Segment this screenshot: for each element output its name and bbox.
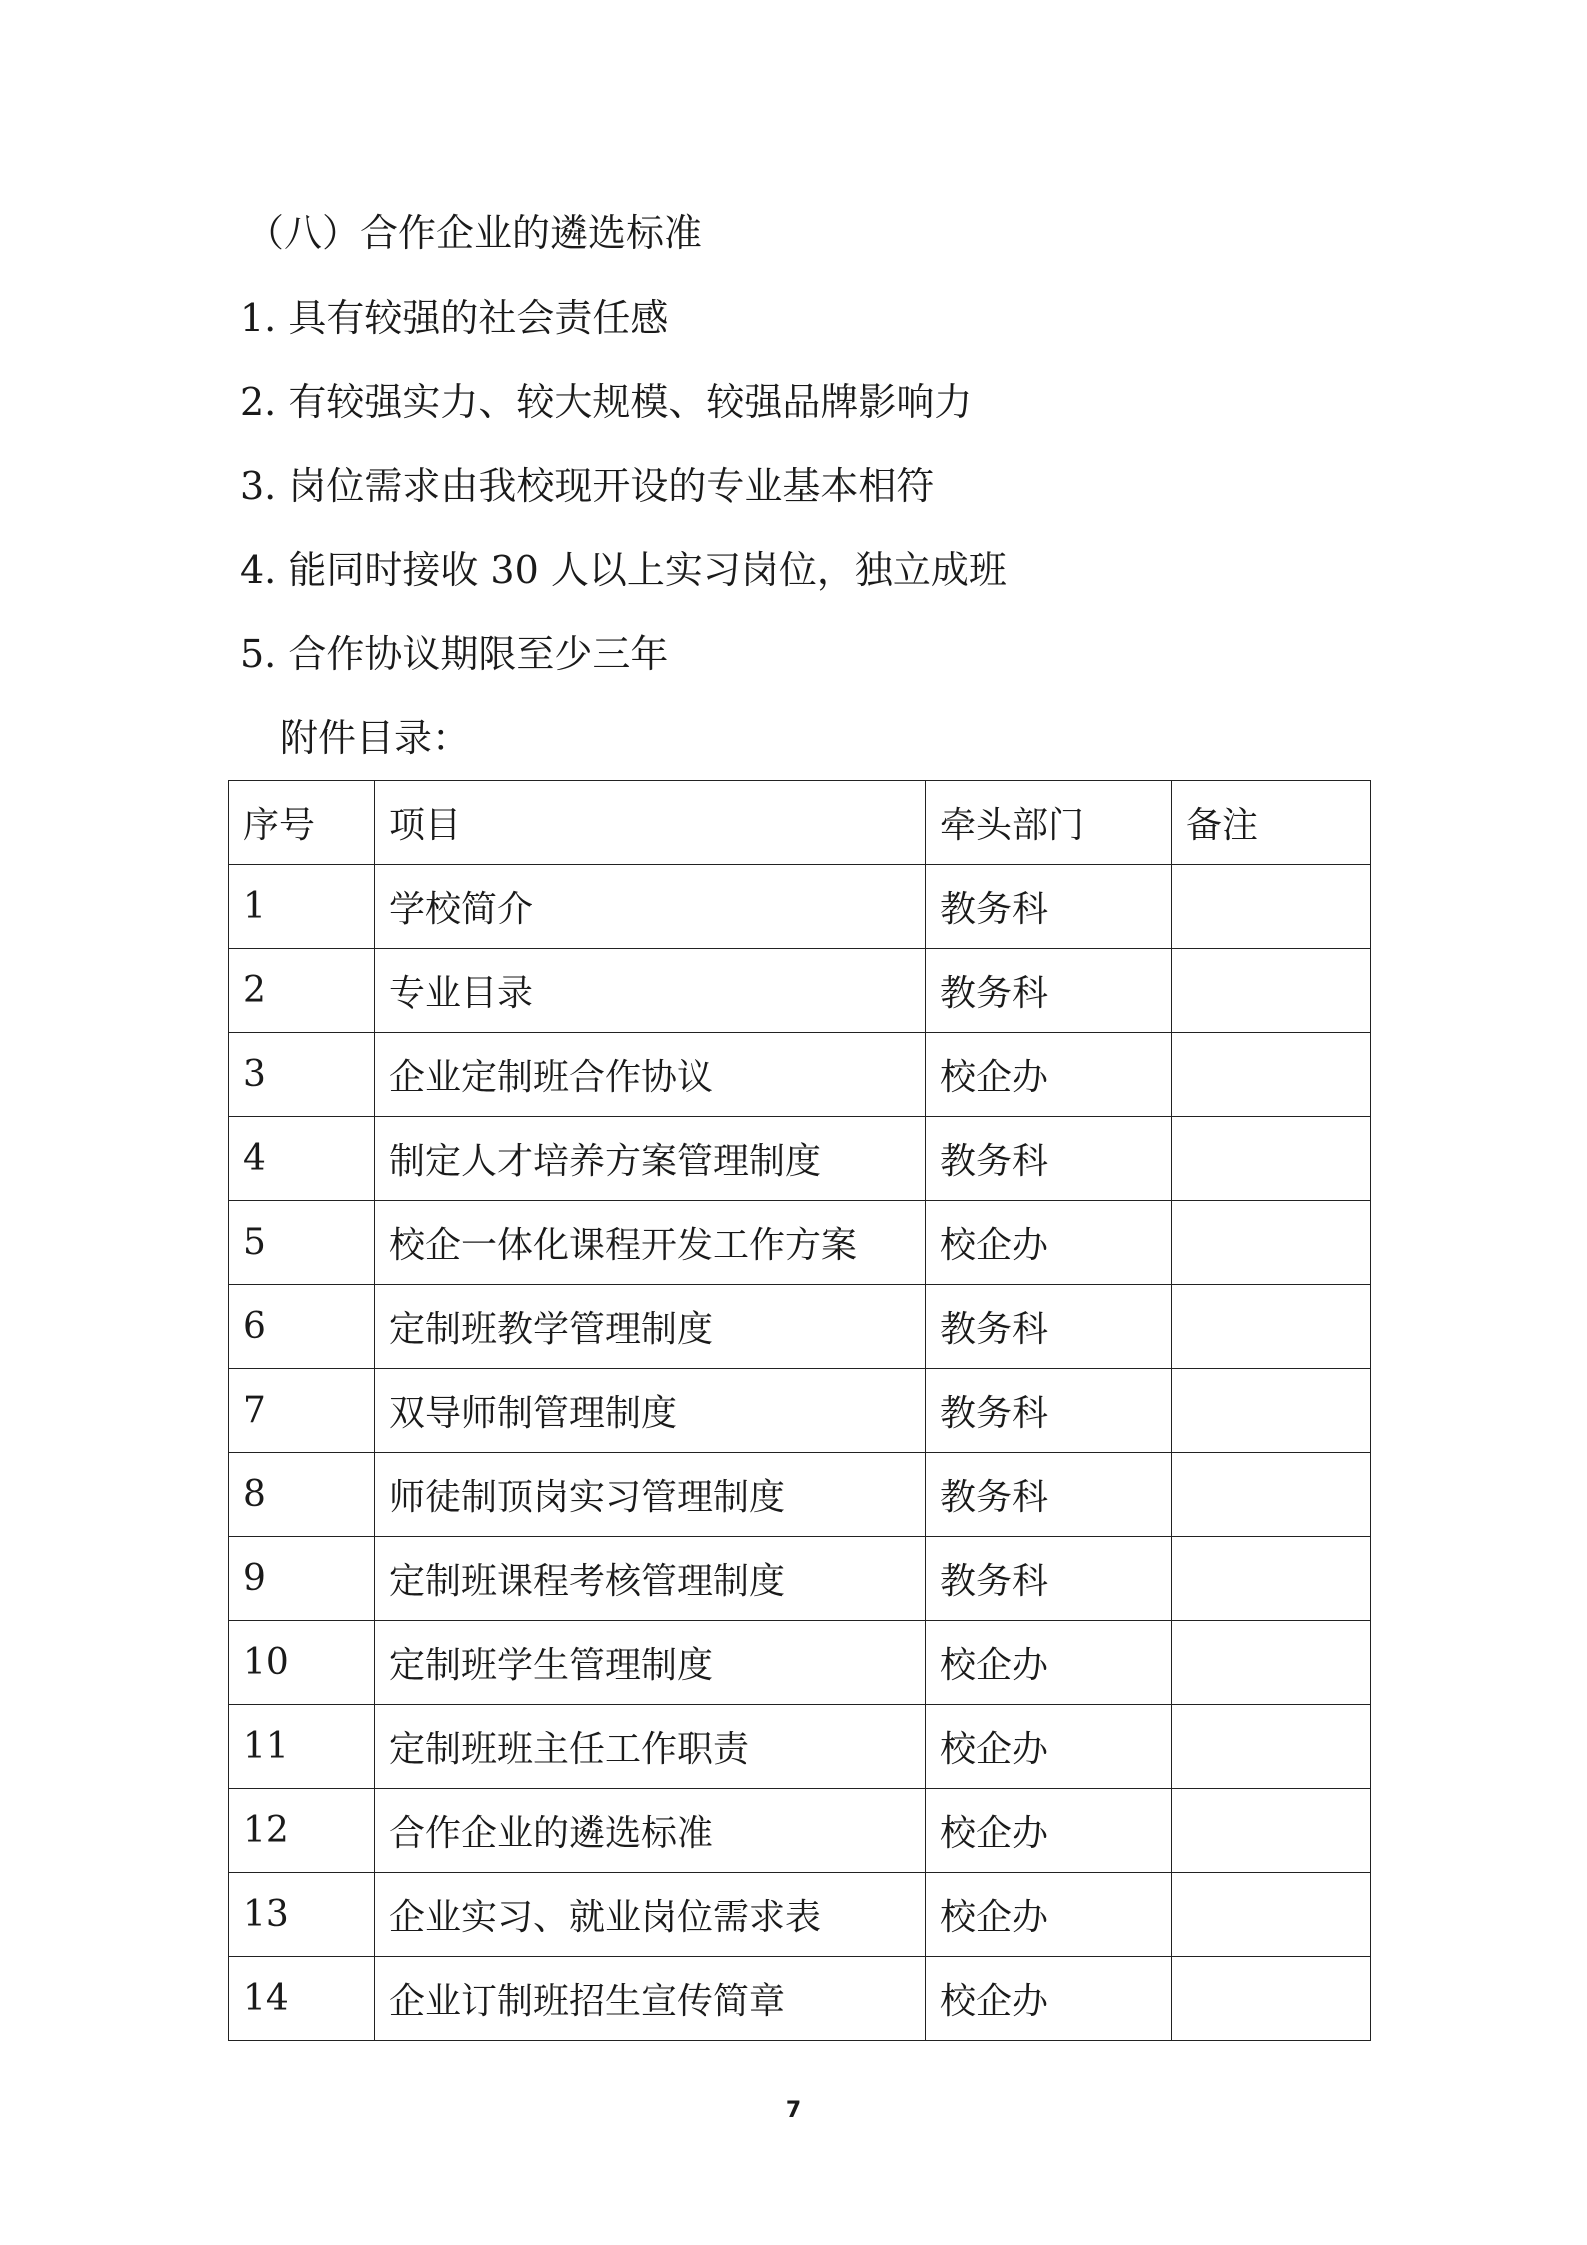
cell-number: 9	[229, 1537, 375, 1621]
table-row	[229, 865, 1371, 949]
cell-department: 校企办	[926, 1789, 1172, 1873]
criteria-item: 3. 岗位需求由我校现开设的专业基本相符	[240, 464, 935, 508]
cell-remarks	[1172, 1453, 1371, 1537]
annex-table	[228, 780, 1371, 2041]
cell-number: 3	[229, 1033, 375, 1117]
cell-department: 校企办	[926, 1705, 1172, 1789]
cell-department: 校企办	[926, 1621, 1172, 1705]
cell-item: 师徒制顶岗实习管理制度	[375, 1453, 926, 1537]
page-number: 7	[785, 2098, 802, 2123]
cell-item: 定制班学生管理制度	[375, 1621, 926, 1705]
cell-department: 教务科	[926, 1117, 1172, 1201]
table-row	[229, 1789, 1371, 1873]
cell-number: 1	[229, 865, 375, 949]
table-row	[229, 1201, 1371, 1285]
table-row	[229, 1537, 1371, 1621]
cell-item: 合作企业的遴选标准	[375, 1789, 926, 1873]
cell-department: 校企办	[926, 1873, 1172, 1957]
cell-item: 专业目录	[375, 949, 926, 1033]
criteria-item: 4. 能同时接收 30 人以上实习岗位，独立成班	[240, 548, 1007, 592]
cell-department: 教务科	[926, 1453, 1172, 1537]
table-row	[229, 1285, 1371, 1369]
table-row	[229, 1957, 1371, 2041]
cell-remarks	[1172, 1705, 1371, 1789]
header-item: 项目	[375, 781, 926, 865]
cell-number: 8	[229, 1453, 375, 1537]
cell-remarks	[1172, 1537, 1371, 1621]
table-row	[229, 1621, 1371, 1705]
table-header-row	[229, 781, 1371, 865]
table-row	[229, 1873, 1371, 1957]
cell-department: 教务科	[926, 949, 1172, 1033]
cell-item: 双导师制管理制度	[375, 1369, 926, 1453]
cell-number: 14	[229, 1957, 375, 2041]
header-number: 序号	[229, 781, 375, 865]
criteria-item: 1. 具有较强的社会责任感	[240, 296, 669, 340]
cell-department: 校企办	[926, 1033, 1172, 1117]
criteria-item: 2. 有较强实力、较大规模、较强品牌影响力	[240, 380, 973, 424]
cell-item: 制定人才培养方案管理制度	[375, 1117, 926, 1201]
annex-label: 附件目录：	[280, 716, 471, 760]
cell-number: 10	[229, 1621, 375, 1705]
cell-number: 13	[229, 1873, 375, 1957]
cell-remarks	[1172, 1117, 1371, 1201]
cell-department: 教务科	[926, 1537, 1172, 1621]
cell-remarks	[1172, 1033, 1371, 1117]
cell-item: 学校简介	[375, 865, 926, 949]
cell-department: 教务科	[926, 1285, 1172, 1369]
table-body	[229, 865, 1371, 2041]
criteria-item: 5. 合作协议期限至少三年	[240, 632, 669, 676]
cell-remarks	[1172, 1789, 1371, 1873]
cell-number: 2	[229, 949, 375, 1033]
cell-number: 4	[229, 1117, 375, 1201]
cell-number: 5	[229, 1201, 375, 1285]
criteria-list	[240, 290, 1007, 710]
cell-remarks	[1172, 865, 1371, 949]
cell-remarks	[1172, 1201, 1371, 1285]
cell-remarks	[1172, 1957, 1371, 2041]
table-row	[229, 949, 1371, 1033]
cell-remarks	[1172, 949, 1371, 1033]
cell-remarks	[1172, 1621, 1371, 1705]
cell-item: 定制班班主任工作职责	[375, 1705, 926, 1789]
table-row	[229, 1117, 1371, 1201]
section-heading: （八）合作企业的遴选标准	[246, 211, 703, 255]
table-row	[229, 1033, 1371, 1117]
cell-number: 7	[229, 1369, 375, 1453]
cell-department: 教务科	[926, 865, 1172, 949]
cell-item: 企业定制班合作协议	[375, 1033, 926, 1117]
header-remarks: 备注	[1172, 781, 1371, 865]
cell-number: 12	[229, 1789, 375, 1873]
cell-department: 校企办	[926, 1201, 1172, 1285]
cell-number: 6	[229, 1285, 375, 1369]
cell-item: 企业订制班招生宣传简章	[375, 1957, 926, 2041]
cell-item: 企业实习、就业岗位需求表	[375, 1873, 926, 1957]
cell-item: 定制班课程考核管理制度	[375, 1537, 926, 1621]
cell-item: 定制班教学管理制度	[375, 1285, 926, 1369]
table-row	[229, 1369, 1371, 1453]
cell-remarks	[1172, 1369, 1371, 1453]
table-row	[229, 1705, 1371, 1789]
header-department: 牵头部门	[926, 781, 1172, 865]
cell-remarks	[1172, 1285, 1371, 1369]
cell-item: 校企一体化课程开发工作方案	[375, 1201, 926, 1285]
cell-department: 校企办	[926, 1957, 1172, 2041]
table-row	[229, 1453, 1371, 1537]
cell-number: 11	[229, 1705, 375, 1789]
cell-remarks	[1172, 1873, 1371, 1957]
cell-department: 教务科	[926, 1369, 1172, 1453]
